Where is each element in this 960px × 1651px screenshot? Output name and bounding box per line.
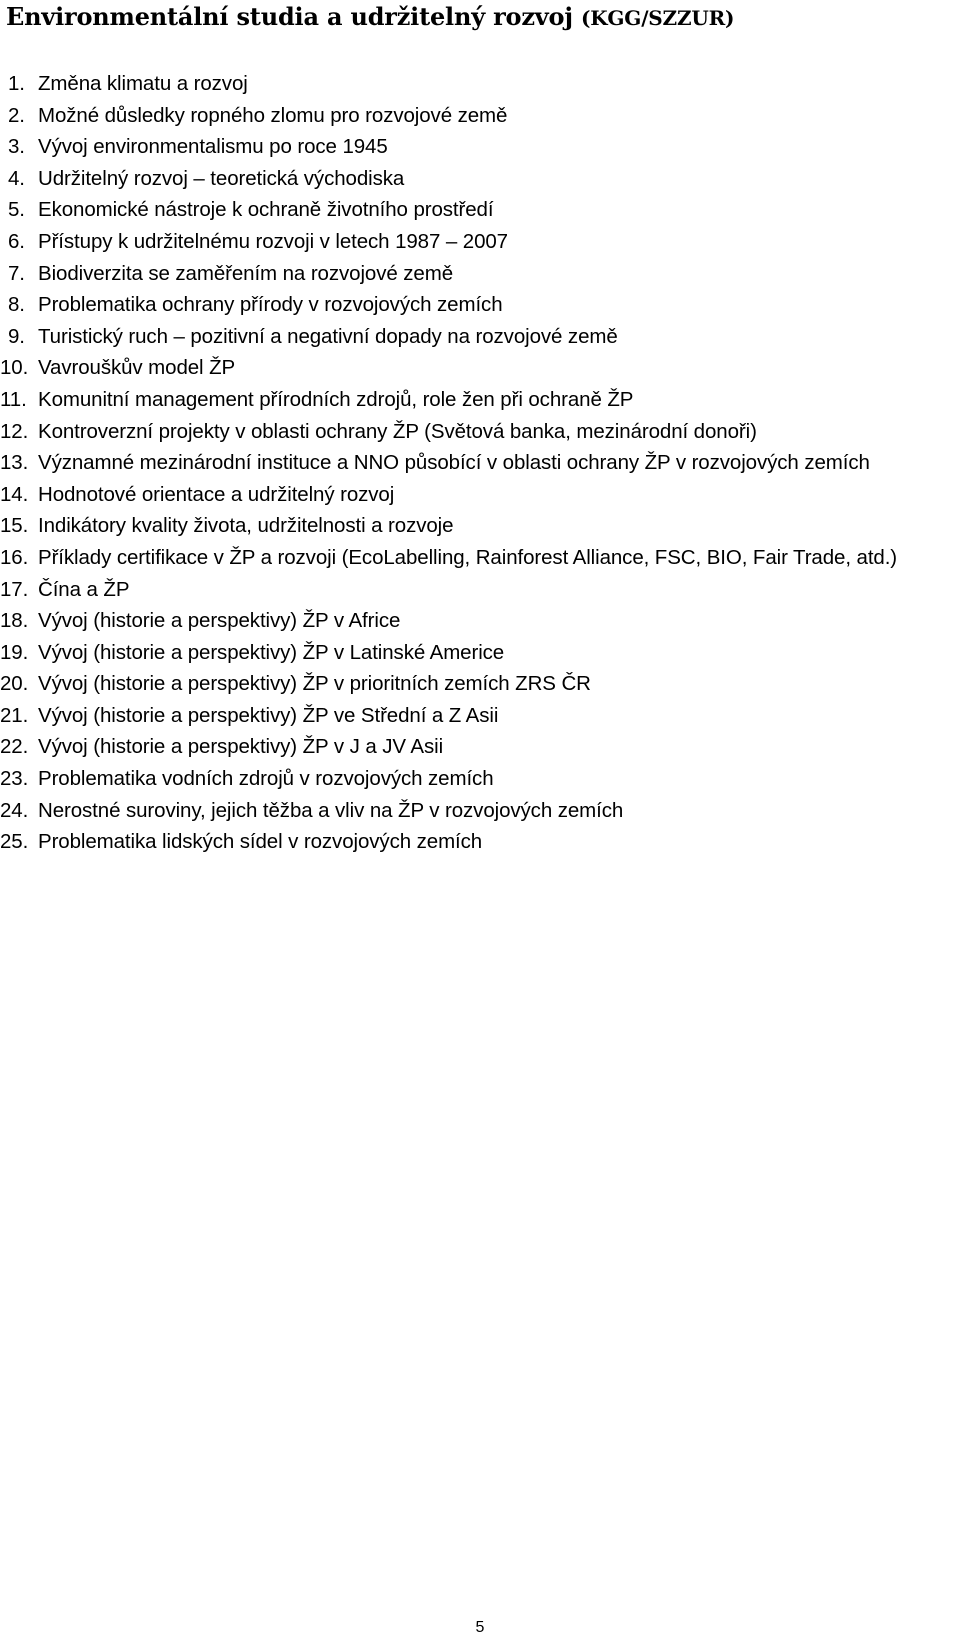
course-code: (KGG/SZZUR) <box>580 6 735 30</box>
list-item <box>0 637 940 669</box>
list-item <box>0 542 940 574</box>
list-item-number: 5. <box>8 198 25 222</box>
list-item-number: 16. <box>0 545 29 569</box>
list-item <box>0 731 940 763</box>
list-item-number: 4. <box>8 166 25 190</box>
list-item-number: 23. <box>0 767 29 791</box>
document-title <box>6 2 734 33</box>
list-item-number: 10. <box>0 356 29 380</box>
list-item-text: Možné důsledky ropného zlomu pro rozvojové země <box>38 103 508 127</box>
page-number: 5 <box>475 1619 485 1636</box>
list-item-text: Vývoj (historie a perspektivy) ŽP v J a JV Asii <box>38 735 444 759</box>
list-item-text: Nerostné suroviny, jejich těžba a vliv na ŽP v rozvojových zemích <box>38 798 624 822</box>
list-item-number: 21. <box>0 703 29 727</box>
list-item <box>0 289 940 321</box>
list-item-text: Vývoj (historie a perspektivy) ŽP ve Střední a Z Asii <box>38 703 499 727</box>
list-item-number: 8. <box>8 293 25 317</box>
list-item-text: Indikátory kvality života, udržitelnosti a rozvoje <box>38 514 454 538</box>
list-item-text: Přístupy k udržitelnému rozvoji v letech 1987 – 2007 <box>38 229 508 253</box>
list-item-number: 7. <box>8 261 25 285</box>
topic-list <box>0 68 940 858</box>
list-item-number: 12. <box>0 419 29 443</box>
list-item-number: 13. <box>0 451 29 475</box>
list-item <box>0 668 940 700</box>
list-item-number: 19. <box>0 640 29 664</box>
list-item <box>0 194 940 226</box>
list-item <box>0 700 940 732</box>
list-item-text: Změna klimatu a rozvoj <box>38 72 248 95</box>
list-item-text: Vývoj (historie a perspektivy) ŽP v Africe <box>38 609 401 633</box>
list-item-number: 25. <box>0 830 29 854</box>
list-item-text: Vývoj (historie a perspektivy) ŽP v prioritních zemích ZRS ČR <box>38 672 591 696</box>
list-item-text: Kontroverzní projekty v oblasti ochrany ŽP (Světová banka, mezinárodní donoři) <box>38 419 757 443</box>
list-item <box>0 795 940 827</box>
list-item-text: Komunitní management přírodních zdrojů, role žen při ochraně ŽP <box>38 387 634 411</box>
list-item-number: 14. <box>0 482 29 506</box>
list-item <box>0 258 940 290</box>
list-item-text: Vavrouškův model ŽP <box>38 356 236 380</box>
list-item-text: Turistický ruch – pozitivní a negativní dopady na rozvojové země <box>38 324 618 348</box>
list-item-number: 11. <box>0 387 27 411</box>
list-item-number: 18. <box>0 609 29 633</box>
list-item <box>0 416 940 448</box>
list-item-text: Hodnotové orientace a udržitelný rozvoj <box>38 482 395 506</box>
list-item-text: Problematika ochrany přírody v rozvojových zemích <box>38 293 503 317</box>
list-item <box>0 826 940 858</box>
list-item <box>0 163 940 195</box>
list-item <box>0 131 940 163</box>
list-item-number: 1. <box>8 72 25 95</box>
list-item <box>0 321 940 353</box>
list-item <box>0 510 940 542</box>
list-item <box>0 384 940 416</box>
list-item-text: Příklady certifikace v ŽP a rozvoji (EcoLabelling, Rainforest Alliance, FSC, BIO, Fair Trade, atd.) <box>38 545 898 569</box>
list-item-number: 20. <box>0 672 29 696</box>
list-item-text: Významné mezinárodní instituce a NNO působící v oblasti ochrany ŽP v rozvojových zemích <box>38 451 870 475</box>
list-item-text: Biodiverzita se zaměřením na rozvojové země <box>38 261 453 285</box>
list-item-number: 3. <box>8 135 25 159</box>
list-item <box>0 352 940 384</box>
list-item-text: Problematika vodních zdrojů v rozvojových zemích <box>38 767 494 791</box>
list-item-number: 24. <box>0 798 29 822</box>
list-item <box>0 763 940 795</box>
list-item-text: Čína a ŽP <box>38 577 130 601</box>
list-item-number: 17. <box>0 577 29 601</box>
title-text: Environmentální studia a udržitelný rozvoj <box>6 2 573 31</box>
list-item-text: Udržitelný rozvoj – teoretická východiska <box>38 166 405 190</box>
list-item-text: Problematika lidských sídel v rozvojových zemích <box>38 830 483 854</box>
list-item <box>0 479 940 511</box>
list-item-text: Vývoj (historie a perspektivy) ŽP v Latinské Americe <box>38 640 505 664</box>
list-item <box>0 605 940 637</box>
list-item <box>0 447 940 479</box>
list-item-text: Vývoj environmentalismu po roce 1945 <box>38 135 388 159</box>
list-item <box>0 574 940 606</box>
list-item <box>0 68 940 100</box>
list-item-number: 15. <box>0 514 29 538</box>
list-item-number: 9. <box>8 324 25 348</box>
list-item-number: 6. <box>8 229 25 253</box>
list-item <box>0 100 940 132</box>
list-item-number: 22. <box>0 735 29 759</box>
list-item-text: Ekonomické nástroje k ochraně životního prostředí <box>38 198 494 222</box>
list-item <box>0 226 940 258</box>
list-item-number: 2. <box>8 103 25 127</box>
